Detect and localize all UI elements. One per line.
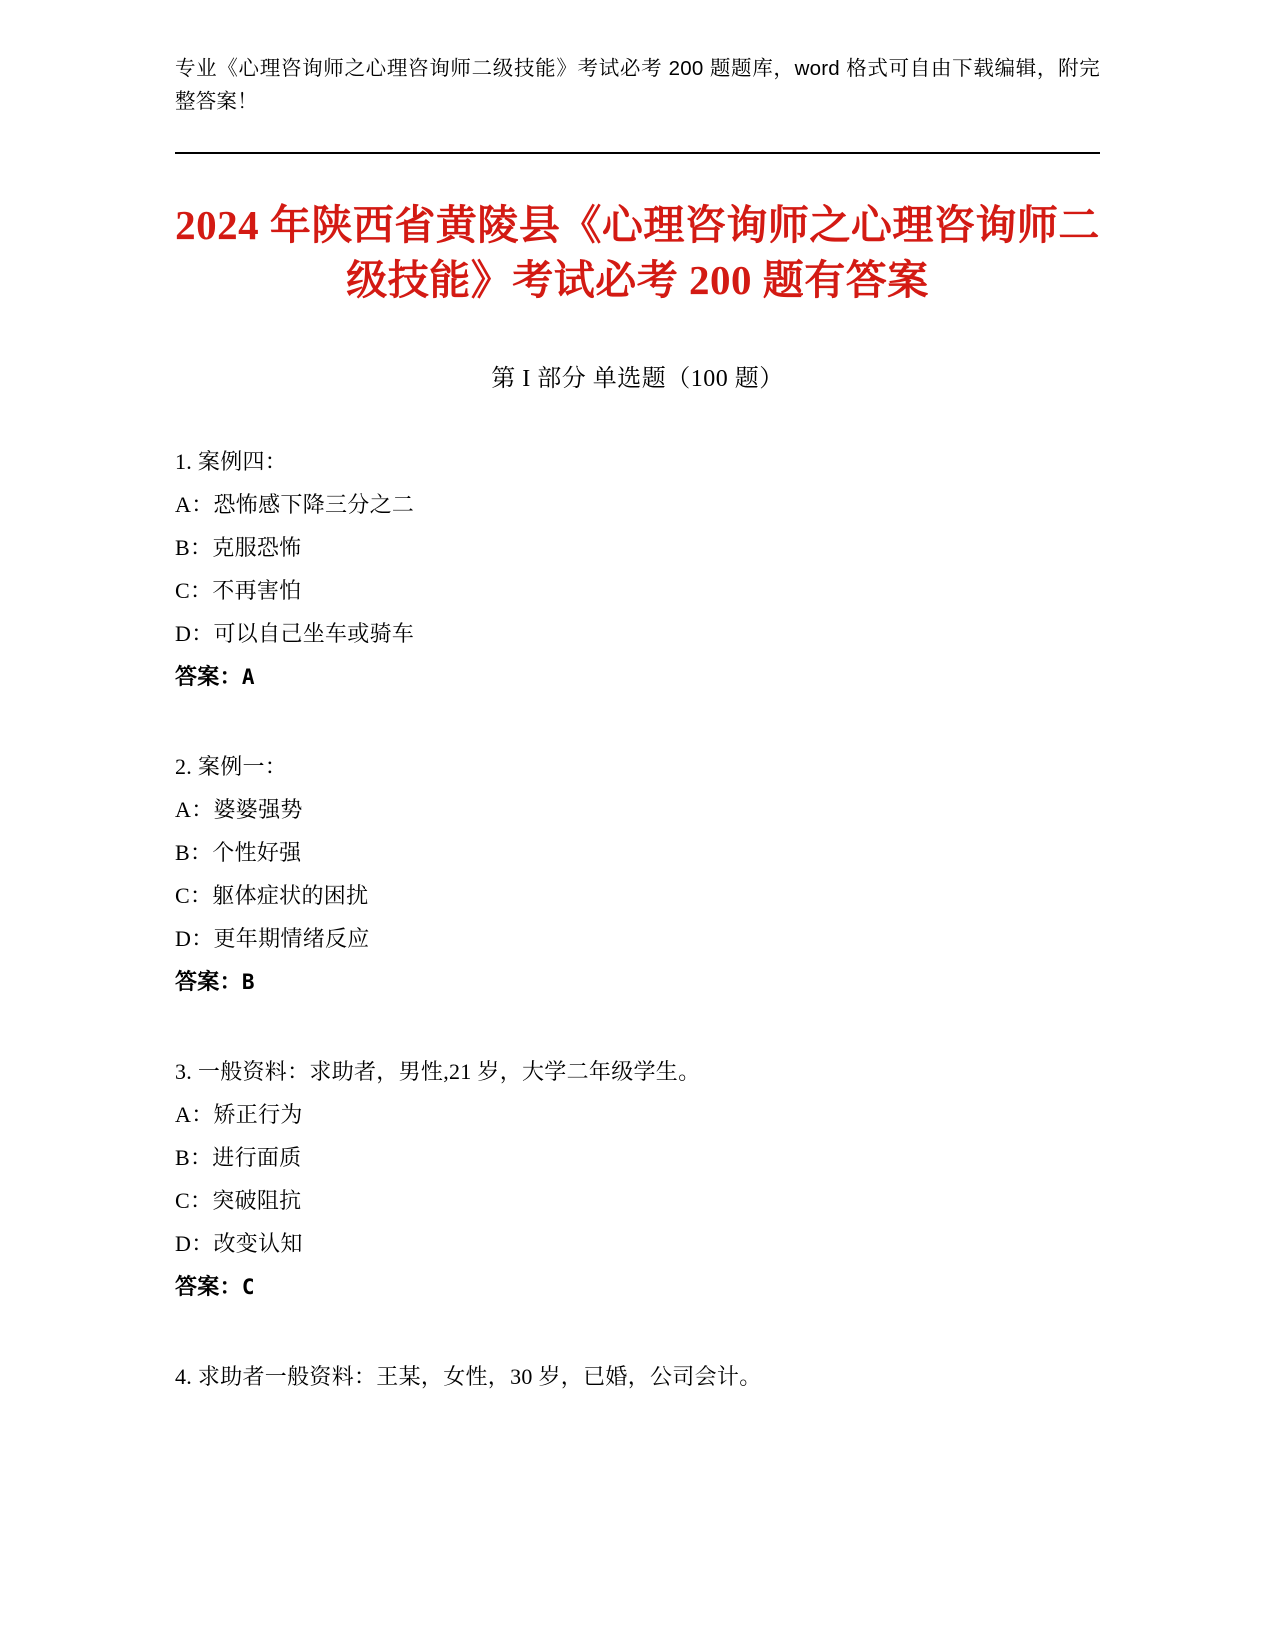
question-option: C：不再害怕 — [175, 578, 302, 603]
question-option: A：恐怖感下降三分之二 — [175, 492, 415, 517]
question-option: B：个性好强 — [175, 840, 302, 865]
question-option: B：克服恐怖 — [175, 535, 302, 560]
answer-label: 答案： — [175, 1274, 242, 1299]
answer-value: A — [241, 665, 255, 689]
question-item — [175, 1355, 1100, 1398]
page-title: 2024 年陕西省黄陵县《心理咨询师之心理咨询师二级技能》考试必考 200 题有答案 — [175, 202, 1100, 303]
question-option: D：更年期情绪反应 — [175, 926, 370, 951]
question-stem: 1. 案例四： — [175, 449, 288, 474]
question-answer — [175, 960, 1100, 1004]
section-heading: 第 I 部分 单选题（100 题） — [491, 366, 784, 392]
question-option: D：可以自己坐车或骑车 — [175, 621, 415, 646]
question-option: A：矫正行为 — [175, 1102, 303, 1127]
question-stem: 2. 案例一： — [175, 754, 288, 779]
question-item — [175, 440, 1100, 699]
question-option: C：突破阻抗 — [175, 1188, 302, 1213]
question-list — [175, 440, 1100, 1398]
question-option: C：躯体症状的困扰 — [175, 883, 369, 908]
answer-label: 答案： — [175, 969, 242, 994]
question-item — [175, 745, 1100, 1004]
question-stem: 3. 一般资料：求助者，男性,21 岁，大学二年级学生。 — [175, 1059, 701, 1084]
answer-value: B — [241, 970, 255, 994]
question-answer — [175, 655, 1100, 699]
header-divider — [175, 152, 1100, 154]
answer-label: 答案： — [175, 664, 242, 689]
question-stem: 4. 求助者一般资料：王某，女性，30 岁，已婚，公司会计。 — [175, 1364, 762, 1389]
question-item — [175, 1050, 1100, 1309]
question-answer — [175, 1265, 1100, 1309]
header-note: 专业《心理咨询师之心理咨询师二级技能》考试必考 200 题题库，word 格式可自由下载编辑，附完整答案！ — [175, 57, 1100, 113]
question-option: D：改变认知 — [175, 1231, 303, 1256]
question-option: B：进行面质 — [175, 1145, 302, 1170]
question-option: A：婆婆强势 — [175, 797, 303, 822]
answer-value: C — [241, 1275, 255, 1299]
